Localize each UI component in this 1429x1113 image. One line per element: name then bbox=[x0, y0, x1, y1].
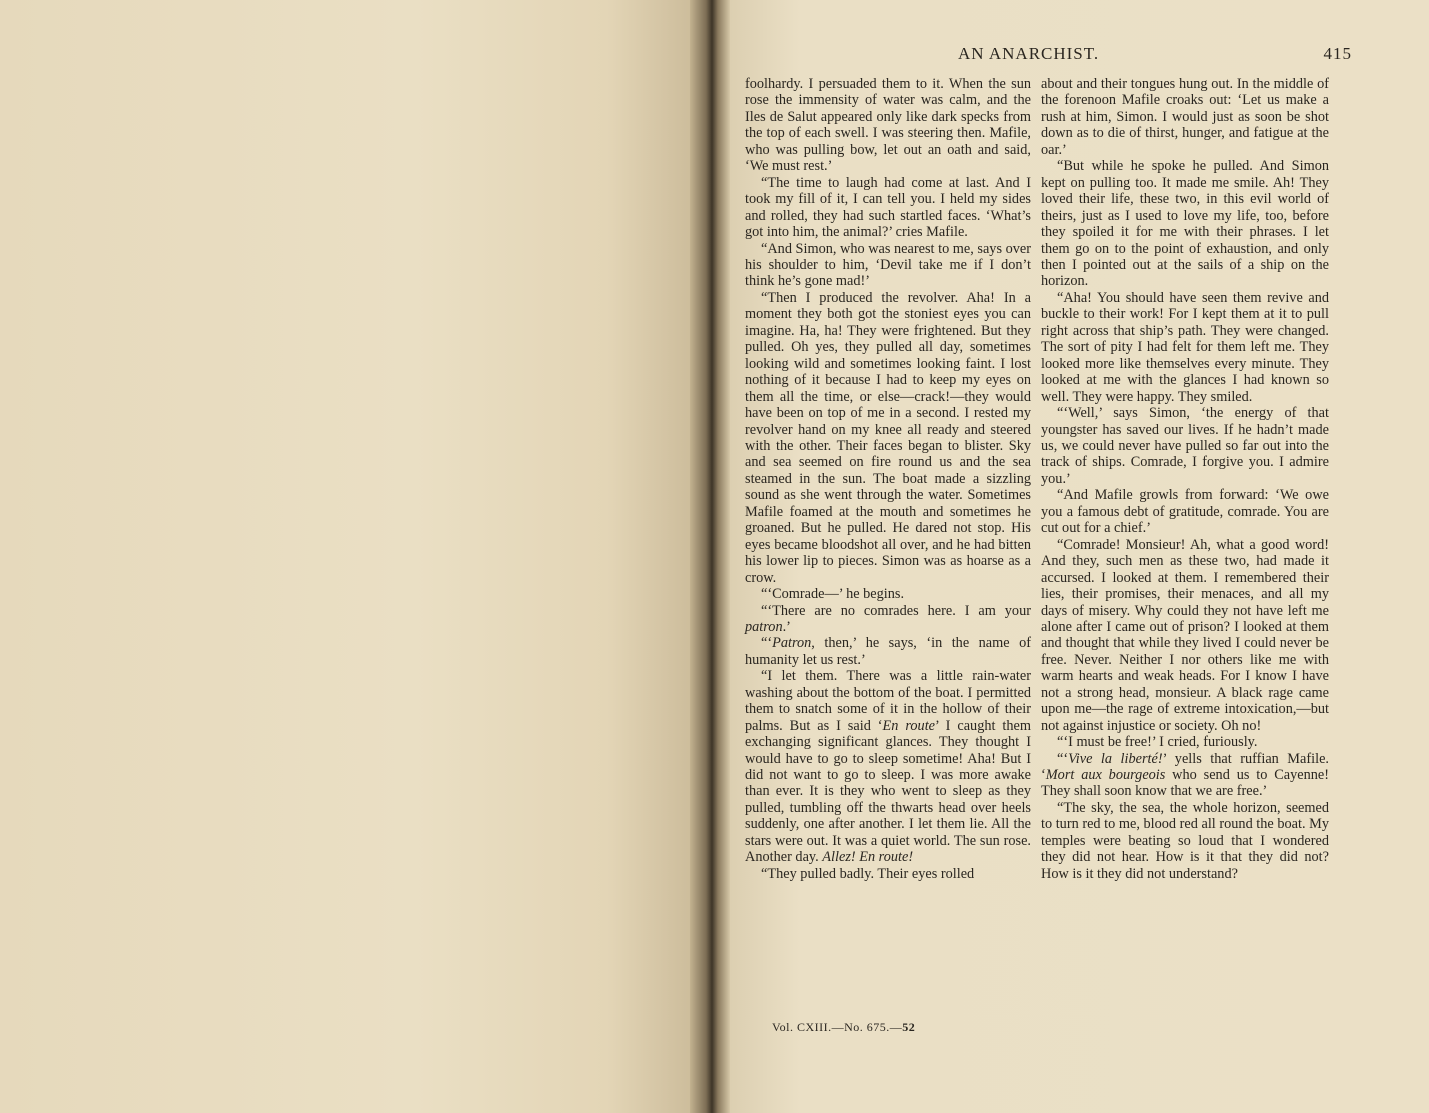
paragraph bbox=[745, 290, 1031, 586]
paragraph bbox=[1041, 537, 1329, 734]
text-run: about and their tongues hung out. In the middle of the forenoon Mafile croaks out: ‘Let us make a rush at him, Simon. I would just as soon be shot down as to die of thirst, hunger, and fatigue at the oar.’ bbox=[1041, 76, 1329, 158]
text-run: “Comrade! Monsieur! Ah, what a good word! And they, such men as these two, had made it accursed. I looked at them. I remembered their lies, their promises, their menaces, and all my days of misery. Why could they not have left me alone after I came out of prison? I looked at them and thought that while they lived I could never be free. Never. Neither I nor others like me with warm hearts and weak heads. For I know I have not a strong head, monsieur. A black rage came upon me—the rage of extreme intoxication,—but not against injustice or society. Oh no! bbox=[1041, 536, 1329, 734]
paragraph bbox=[1041, 800, 1329, 882]
page-footer bbox=[772, 1020, 915, 1035]
text-run: .’ bbox=[782, 618, 791, 635]
text-run: “‘There are no comrades here. I am your bbox=[761, 602, 1031, 619]
paragraph bbox=[1041, 405, 1329, 487]
paragraph bbox=[1041, 751, 1329, 800]
text-run: who send us to Cayenne! They shall soon know that we are free.’ bbox=[1041, 767, 1329, 800]
italic-text: Vive la liberté! bbox=[1068, 750, 1163, 767]
paragraph bbox=[745, 76, 1031, 175]
running-header bbox=[730, 44, 1380, 68]
text-run: “Aha! You should have seen them revive and buckle to their work! For I kept them at it to pull right across that ship’s path. They were changed. The sort of pity I had felt for them left me. They looked more like themselves every minute. They looked at me with the glances I had known so well. They were happy. They smiled. bbox=[1041, 289, 1329, 405]
text-run: “‘Comrade—’ he begins. bbox=[761, 586, 905, 603]
left-blank-page bbox=[0, 0, 690, 1113]
text-run: “And Mafile growls from forward: ‘We owe you a famous debt of gratitude, comrade. You are cut out for a chief.’ bbox=[1041, 487, 1329, 537]
paragraph bbox=[1041, 487, 1329, 536]
paragraph bbox=[1041, 734, 1329, 750]
text-run: “I let them. There was a little rain-water washing about the bottom of the boat. I permitted them to snatch some of it in the hollow of their palms. But as I said ‘ bbox=[745, 668, 1031, 734]
paragraph bbox=[745, 175, 1031, 241]
text-run: “‘Well,’ says Simon, ‘the energy of that youngster has saved our lives. If he hadn’t made us, we could never have pulled so far out into the track of ships. Comrade, I forgive you. I admire you.’ bbox=[1041, 405, 1329, 487]
text-run: ’ yells that ruffian Mafile. ‘ bbox=[1041, 750, 1329, 784]
text-column-left bbox=[745, 76, 1031, 882]
text-run: “‘ bbox=[761, 635, 773, 652]
text-column-right bbox=[1041, 76, 1329, 882]
text-run: “‘I must be free!’ I cried, furiously. bbox=[1057, 734, 1258, 751]
paragraph bbox=[745, 668, 1031, 865]
page-number: 415 bbox=[1323, 44, 1352, 63]
paragraph bbox=[745, 866, 1031, 882]
italic-text: En route bbox=[882, 717, 936, 734]
text-run: foolhardy. I persuaded them to it. When the sun rose the immensity of water was calm, and the Iles de Salut appeared only like dark specks from the top of each swell. I was steering then. Mafile, who was pulling bow, let out an oath and said, ‘We must rest.’ bbox=[745, 76, 1031, 175]
paragraph bbox=[745, 586, 1031, 602]
paragraph bbox=[745, 241, 1031, 290]
italic-text: patron bbox=[745, 618, 783, 635]
volume-line: Vol. CXIII.—No. 675.— bbox=[772, 1020, 903, 1034]
italic-text: Patron bbox=[772, 635, 812, 652]
italic-text: Allez! En route! bbox=[822, 849, 914, 866]
text-run: “And Simon, who was nearest to me, says over his shoulder to him, ‘Devil take me if I don’t think he’s gone mad!’ bbox=[745, 240, 1032, 290]
italic-text: Mort aux bourgeois bbox=[1045, 767, 1166, 784]
running-title: AN ANARCHIST. bbox=[958, 44, 1100, 63]
text-run: “Then I produced the revolver. Aha! In a moment they both got the stoniest eyes you can imagine. Ha, ha! They were frightened. But they pulled. Oh yes, they pulled all day, sometimes looking wild and sometimes looking faint. I lost nothing of it because I had to keep my eyes on them all the time, or else—crack!—they would have been on top of me in a second. I rested my revolver hand on my knee all ready and steered with the other. Their faces began to blister. Sky and sea seemed on fire round us and the sea steamed in the sun. The boat made a sizzling sound as she went through the water. Sometimes Mafile foamed at the mouth and sometimes he groaned. But he pulled. He dared not stop. His eyes became bloodshot all over, and he had bitten his lower lip to pieces. Simon was as hoarse as a crow. bbox=[745, 289, 1031, 586]
paragraph bbox=[745, 635, 1031, 668]
paragraph bbox=[1041, 158, 1329, 290]
paragraph bbox=[745, 603, 1031, 636]
book-gutter bbox=[690, 0, 730, 1113]
paragraph bbox=[1041, 76, 1329, 158]
text-run: “They pulled badly. Their eyes rolled bbox=[761, 865, 975, 882]
text-run: “The sky, the sea, the whole horizon, seemed to turn red to me, blood red all round the boat. My temples were beating so loud that I wondered they did not hear. How is it that they did not? How is it they did not understand? bbox=[1041, 799, 1329, 882]
text-run: “‘ bbox=[1057, 750, 1069, 767]
text-run: “The time to laugh had come at last. And I took my fill of it, I can tell you. I held my sides and rolled, they had such startled faces. ‘What’s got into him, the animal?’ cries Mafile. bbox=[745, 174, 1031, 241]
text-run: “But while he spoke he pulled. And Simon kept on pulling too. It made me smile. Ah! They loved their life, these two, in this evil world of theirs, just as I used to love my life, too, before they spoiled it for me with their phrases. I let them go on to the point of exhaustion, and only then I pointed out at the sails of a ship on the horizon. bbox=[1041, 158, 1329, 290]
signature-mark: 52 bbox=[902, 1020, 916, 1034]
paragraph bbox=[1041, 290, 1329, 405]
text-run: ’ I caught them exchanging significant glances. They thought I would have to go to sleep sometime! Aha! But I did not want to go to sleep. I was more awake than ever. It is they who went to sleep as they pulled, tumbling off the thwarts head over heels suddenly, one after another. I let them lie. All the stars were out. It was a quiet world. The sun rose. Another day. bbox=[745, 717, 1031, 866]
text-run: , then,’ he says, ‘in the name of humanity let us rest.’ bbox=[745, 635, 1031, 668]
